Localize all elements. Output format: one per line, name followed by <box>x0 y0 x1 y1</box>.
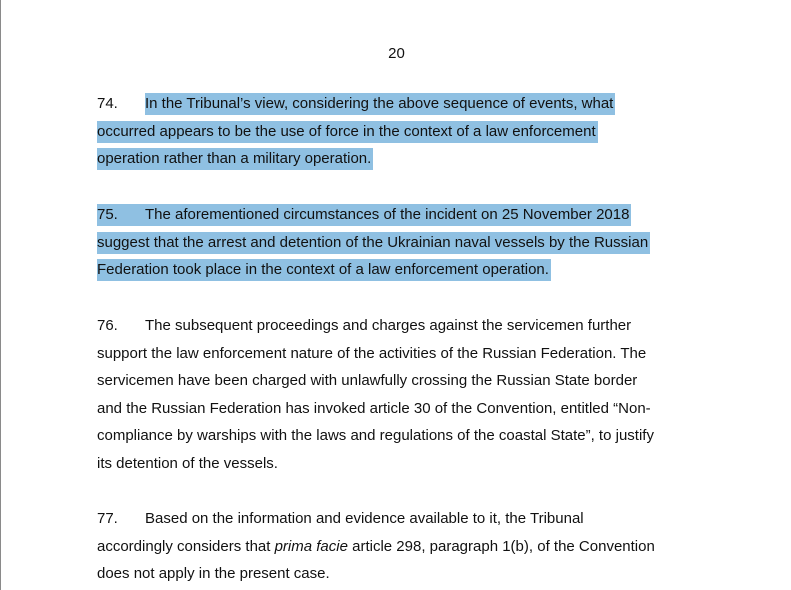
paragraph-line <box>97 312 709 340</box>
paragraph-line: and the Russian Federation has invoked article 30 of the Convention, entitled “Non- <box>97 399 651 417</box>
paragraph-text: accordingly considers that <box>97 537 275 555</box>
paragraph-number: 77. <box>97 510 118 527</box>
paragraph-line <box>97 90 709 118</box>
paragraph-line: support the law enforcement nature of the activities of the Russian Federation. The <box>97 344 647 362</box>
highlighted-text: Federation took place in the context of a law enforcement operation. <box>97 259 551 281</box>
paragraph-text: Based on the information and evidence available to it, the Tribunal <box>145 510 584 527</box>
highlighted-text: operation rather than a military operation. <box>97 148 373 170</box>
highlighted-text: In the Tribunal’s view, considering the above sequence of events, what <box>145 93 615 115</box>
paragraph-line <box>97 118 709 146</box>
paragraph-number: 76. <box>97 317 118 334</box>
paragraph-line <box>97 256 709 284</box>
paragraph-line: does not apply in the present case. <box>97 565 330 583</box>
paragraph-line <box>97 533 709 561</box>
paragraph-number: 74. <box>97 95 118 112</box>
paragraph-text: article 298, paragraph 1(b), of the Convention <box>347 537 655 555</box>
highlighted-text <box>97 204 631 226</box>
highlighted-text: occurred appears to be the use of force in the context of a law enforcement <box>97 121 598 143</box>
paragraph-text: The subsequent proceedings and charges against the servicemen further <box>145 317 632 334</box>
paragraph-75 <box>97 201 709 284</box>
paragraph-line: compliance by warships with the laws and regulations of the coastal State”, to justify <box>97 427 654 445</box>
paragraph-line <box>97 229 709 257</box>
paragraph-74 <box>97 90 709 173</box>
paragraph-77 <box>97 505 709 588</box>
page-number: 20 <box>388 45 405 62</box>
paragraph-line: its detention of the vessels. <box>97 454 278 472</box>
paragraph-line <box>97 201 709 229</box>
italic-text: prima facie <box>274 537 348 555</box>
highlighted-text: suggest that the arrest and detention of the Ukrainian naval vessels by the Russian <box>97 232 650 254</box>
paragraph-line <box>97 505 709 533</box>
paragraph-line <box>97 145 709 173</box>
paragraph-line: servicemen have been charged with unlawfully crossing the Russian State border <box>97 372 638 390</box>
paragraph-text: The aforementioned circumstances of the incident on 25 November 2018 <box>145 206 630 223</box>
paragraph-number: 75. <box>97 206 118 223</box>
paragraph-76 <box>97 312 709 478</box>
